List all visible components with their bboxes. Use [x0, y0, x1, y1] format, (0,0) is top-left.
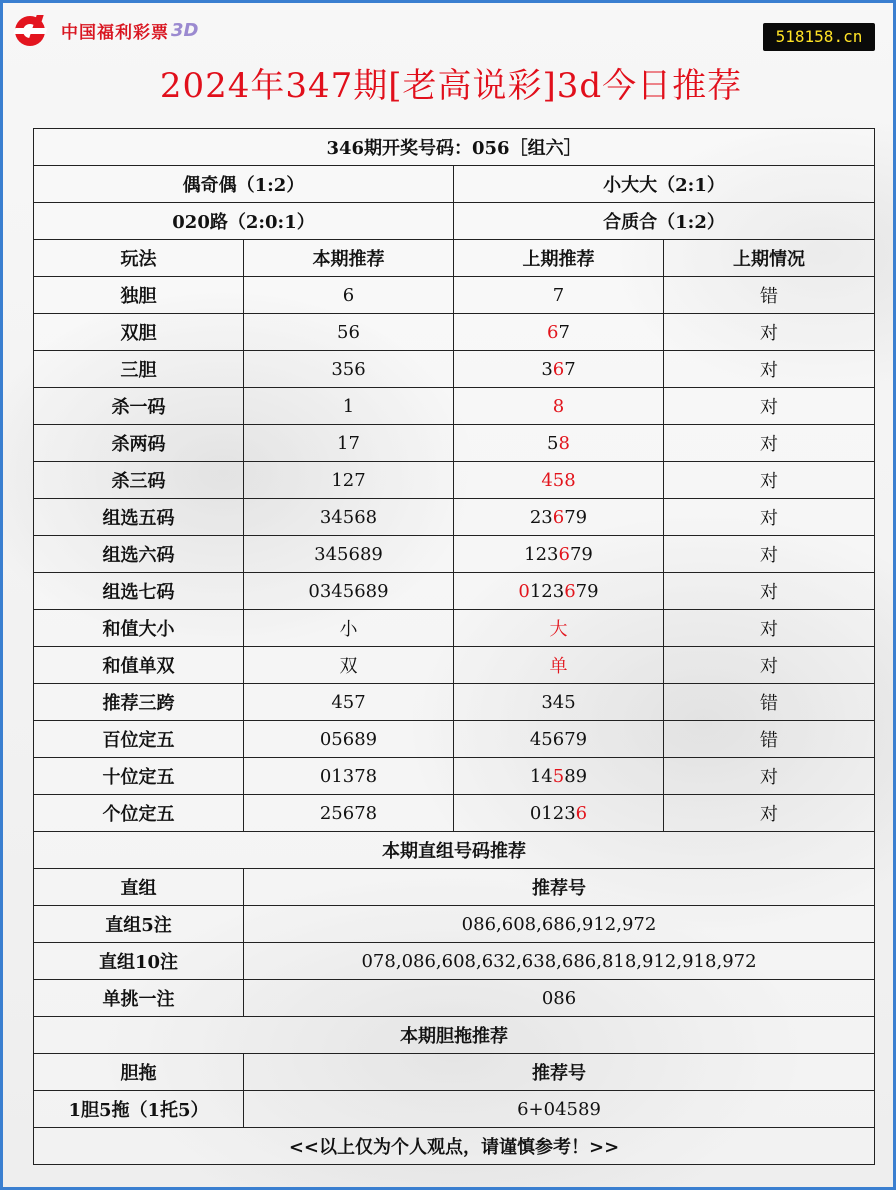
current-pick: 6: [244, 277, 454, 314]
previous-pick: [454, 610, 664, 647]
recommend-row: [34, 795, 875, 832]
previous-digits: 0123: [529, 802, 576, 824]
direct-label: 直组5注: [34, 906, 244, 943]
previous-pick: [454, 499, 664, 536]
previous-hit-digits: 8: [552, 395, 565, 417]
previous-result: 对: [664, 610, 875, 647]
play-name: 三胆: [34, 351, 244, 388]
previous-result: 对: [664, 573, 875, 610]
current-pick: 05689: [244, 721, 454, 758]
previous-digits: 79: [575, 580, 599, 602]
footer-row: [34, 1128, 875, 1165]
direct-section-title: 本期直组号码推荐: [34, 832, 875, 869]
previous-digits: 79: [569, 543, 593, 565]
dantuo-label: 1胆5拖（1托5）: [34, 1091, 244, 1128]
direct-value: 078,086,608,632,638,686,818,912,918,972: [244, 943, 875, 980]
recommend-row: [34, 462, 875, 499]
current-pick: 25678: [244, 795, 454, 832]
previous-digits: 345: [541, 691, 576, 713]
header-row: [34, 240, 875, 277]
dantuo-col1: 胆拖: [34, 1054, 244, 1091]
prime-stat: 合质合（1:2）: [454, 203, 875, 240]
col-header-current: 本期推荐: [244, 240, 454, 277]
previous-result: 对: [664, 758, 875, 795]
recommend-row: [34, 721, 875, 758]
current-pick: 小: [244, 610, 454, 647]
welfare-lottery-logo-icon: [11, 11, 57, 49]
stats-row: [34, 166, 875, 203]
parity-stat: 偶奇偶（1:2）: [34, 166, 454, 203]
previous-hit-digits: 6: [552, 506, 565, 528]
previous-pick: [454, 647, 664, 684]
previous-pick: [454, 277, 664, 314]
previous-pick: [454, 573, 664, 610]
previous-result: 对: [664, 388, 875, 425]
current-pick: 17: [244, 425, 454, 462]
previous-result: 错: [664, 684, 875, 721]
recommend-row: [34, 425, 875, 462]
previous-result: 对: [664, 647, 875, 684]
section-title-row: [34, 1017, 875, 1054]
direct-row: [34, 906, 875, 943]
play-name: 百位定五: [34, 721, 244, 758]
stats-row: [34, 203, 875, 240]
current-pick: 457: [244, 684, 454, 721]
previous-digits: 45679: [529, 728, 588, 750]
recommend-row: [34, 536, 875, 573]
logo-3d: 3D: [171, 19, 199, 41]
previous-pick: [454, 721, 664, 758]
size-stat: 小大大（2:1）: [454, 166, 875, 203]
previous-hit-digits: 6: [575, 802, 588, 824]
logo-text: 中国福利彩票: [61, 22, 169, 43]
direct-value: 086,608,686,912,972: [244, 906, 875, 943]
previous-digits: 7: [552, 284, 565, 306]
recommend-row: [34, 351, 875, 388]
previous-pick: [454, 536, 664, 573]
previous-hit-digits: 单: [549, 656, 568, 677]
play-name: 和值大小: [34, 610, 244, 647]
section-header-row: [34, 1054, 875, 1091]
previous-pick: [454, 314, 664, 351]
recommendation-table: [33, 128, 875, 1165]
last-draw-row: [34, 129, 875, 166]
play-name: 独胆: [34, 277, 244, 314]
page-title: 2024年347期[老高说彩]3d今日推荐: [159, 66, 743, 106]
col-header-previous: 上期推荐: [454, 240, 664, 277]
route-stat: 020路（2:0:1）: [34, 203, 454, 240]
previous-pick: [454, 684, 664, 721]
recommend-row: [34, 499, 875, 536]
direct-value: 086: [244, 980, 875, 1017]
previous-hit-digits: 6: [547, 321, 559, 343]
previous-digits: 123: [524, 543, 559, 565]
previous-result: 对: [664, 795, 875, 832]
direct-col1: 直组: [34, 869, 244, 906]
play-name: 杀三码: [34, 462, 244, 499]
previous-pick: [454, 388, 664, 425]
previous-result: 错: [664, 277, 875, 314]
play-name: 杀两码: [34, 425, 244, 462]
previous-digits: 7: [558, 321, 570, 343]
previous-hit-digits: 8: [558, 432, 570, 454]
direct-label: 直组10注: [34, 943, 244, 980]
col-header-play: 玩法: [34, 240, 244, 277]
previous-result: 错: [664, 721, 875, 758]
play-name: 十位定五: [34, 758, 244, 795]
current-pick: 01378: [244, 758, 454, 795]
previous-result: 对: [664, 425, 875, 462]
recommend-row: [34, 610, 875, 647]
previous-hit-digits: 6: [558, 543, 570, 565]
direct-row: [34, 943, 875, 980]
previous-digits: 7: [564, 358, 576, 380]
previous-digits: 89: [564, 765, 588, 787]
current-pick: 1: [244, 388, 454, 425]
direct-row: [34, 980, 875, 1017]
section-title-row: [34, 832, 875, 869]
play-name: 杀一码: [34, 388, 244, 425]
play-name: 组选六码: [34, 536, 244, 573]
recommend-row: [34, 314, 875, 351]
previous-hit-digits: 5: [552, 765, 565, 787]
recommend-row: [34, 277, 875, 314]
previous-hit-digits: 6: [564, 580, 576, 602]
current-pick: 34568: [244, 499, 454, 536]
previous-digits: 23: [529, 506, 553, 528]
previous-pick: [454, 351, 664, 388]
play-name: 和值单双: [34, 647, 244, 684]
current-pick: 双: [244, 647, 454, 684]
previous-result: 对: [664, 462, 875, 499]
section-header-row: [34, 869, 875, 906]
previous-result: 对: [664, 499, 875, 536]
play-name: 双胆: [34, 314, 244, 351]
previous-digits: 3: [541, 358, 553, 380]
recommend-row: [34, 758, 875, 795]
previous-hit-digits: 458: [541, 469, 576, 491]
previous-digits: 123: [529, 580, 565, 602]
play-name: 组选五码: [34, 499, 244, 536]
last-draw: 346期开奖号码：056［组六］: [34, 129, 875, 166]
previous-digits: 79: [564, 506, 588, 528]
dantuo-value: 6+04589: [244, 1091, 875, 1128]
col-header-status: 上期情况: [664, 240, 875, 277]
play-name: 个位定五: [34, 795, 244, 832]
previous-hit-digits: 6: [552, 358, 565, 380]
dantuo-section-title: 本期胆拖推荐: [34, 1017, 875, 1054]
play-name: 推荐三跨: [34, 684, 244, 721]
previous-hit-digits: 大: [549, 619, 568, 640]
recommend-row: [34, 573, 875, 610]
previous-digits: 5: [547, 432, 559, 454]
current-pick: 345689: [244, 536, 454, 573]
direct-label: 单挑一注: [34, 980, 244, 1017]
play-name: 组选七码: [34, 573, 244, 610]
current-pick: 0345689: [244, 573, 454, 610]
recommend-row: [34, 647, 875, 684]
dantuo-row: [34, 1091, 875, 1128]
previous-result: 对: [664, 351, 875, 388]
previous-pick: [454, 795, 664, 832]
disclaimer: <<以上仅为个人观点，请谨慎参考！>>: [34, 1128, 875, 1165]
direct-col2: 推荐号: [244, 869, 875, 906]
previous-result: 对: [664, 314, 875, 351]
site-badge: 518158.cn: [763, 23, 875, 51]
previous-result: 对: [664, 536, 875, 573]
dantuo-col2: 推荐号: [244, 1054, 875, 1091]
logo: [11, 11, 198, 49]
previous-pick: [454, 425, 664, 462]
current-pick: 356: [244, 351, 454, 388]
previous-pick: [454, 462, 664, 499]
current-pick: 127: [244, 462, 454, 499]
previous-digits: 14: [529, 765, 553, 787]
current-pick: 56: [244, 314, 454, 351]
previous-hit-digits: 0: [518, 580, 530, 602]
recommend-row: [34, 388, 875, 425]
recommend-row: [34, 684, 875, 721]
previous-pick: [454, 758, 664, 795]
